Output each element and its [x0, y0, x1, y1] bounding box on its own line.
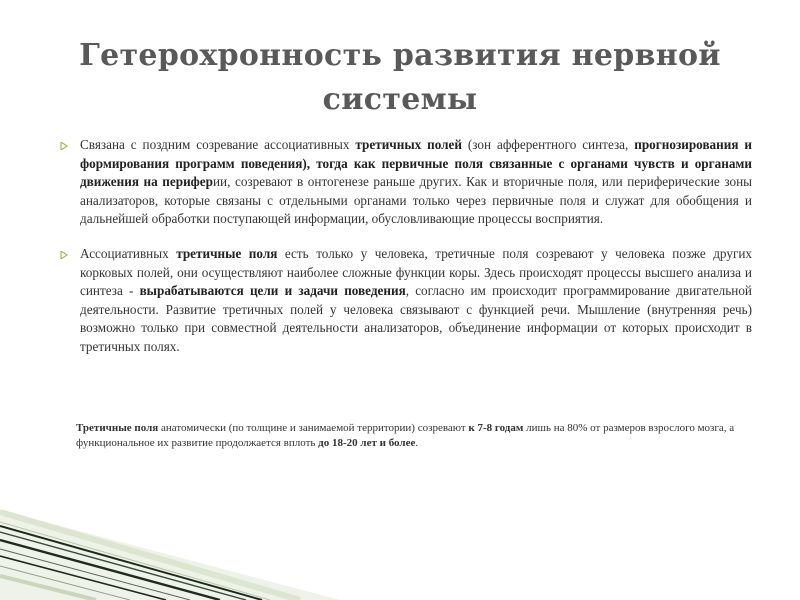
p1-bold-1: третичных полей [355, 137, 462, 152]
note-text-3: . [415, 437, 419, 449]
note-text-1: анатомически (по толщине и занимаемой территории) созревают [158, 422, 469, 434]
note-text-2: лишь на 80% от размеров взрослого мозга, а функциональное их развитие продолжается вплоть [76, 422, 735, 449]
p1-text-3: ии, созревают в онтогенезе раньше других. Как и вторичные поля, или периферические зоны анализаторов, которые связаны с отдельными органами только через первичные поля и служат для обобщения и дальнейшей обработки поступающей информации, обусловливающие процессы восприятия. [80, 174, 752, 227]
note-bold-3: до 18-20 лет и более [318, 437, 416, 449]
note-bold-2: к 7-8 годам [468, 422, 524, 434]
p2-bold-1: третичные поля [176, 246, 278, 261]
p2-text-3: , согласно им происходит программирование двигательной деятельности. Развитие третичных полей у человека связывают с функцией речи. Мышление (внутренняя речь) возможно только при совместной деятельности анализаторов, объединение информации от которых происходит в третичных полях. [80, 283, 752, 354]
note-bold-1: Третичные поля [76, 422, 159, 434]
p1-text-1: Связана с поздним созревание ассоциативных [80, 137, 356, 152]
p1-bold-2: прогнозирования и формирования программ поведения), тогда как первичные поля связанные с органами чувств и органами движения на перифер [80, 137, 752, 190]
p2-bold-2: вырабатываются цели и задачи поведения [139, 283, 406, 299]
slide-title: Гетерохронность развития нервной системы [79, 38, 721, 117]
p1-text-2: (зон афферентного синтеза, [462, 137, 635, 152]
p2-text-1: Ассоциативных [80, 246, 177, 261]
p2-text-2: есть только у человека, третичные поля созревают у человека позже других корковых полей, они осуществляют наиболее сложные функции коры. Здесь происходят процессы высшего анализа и синтеза - [80, 246, 753, 299]
